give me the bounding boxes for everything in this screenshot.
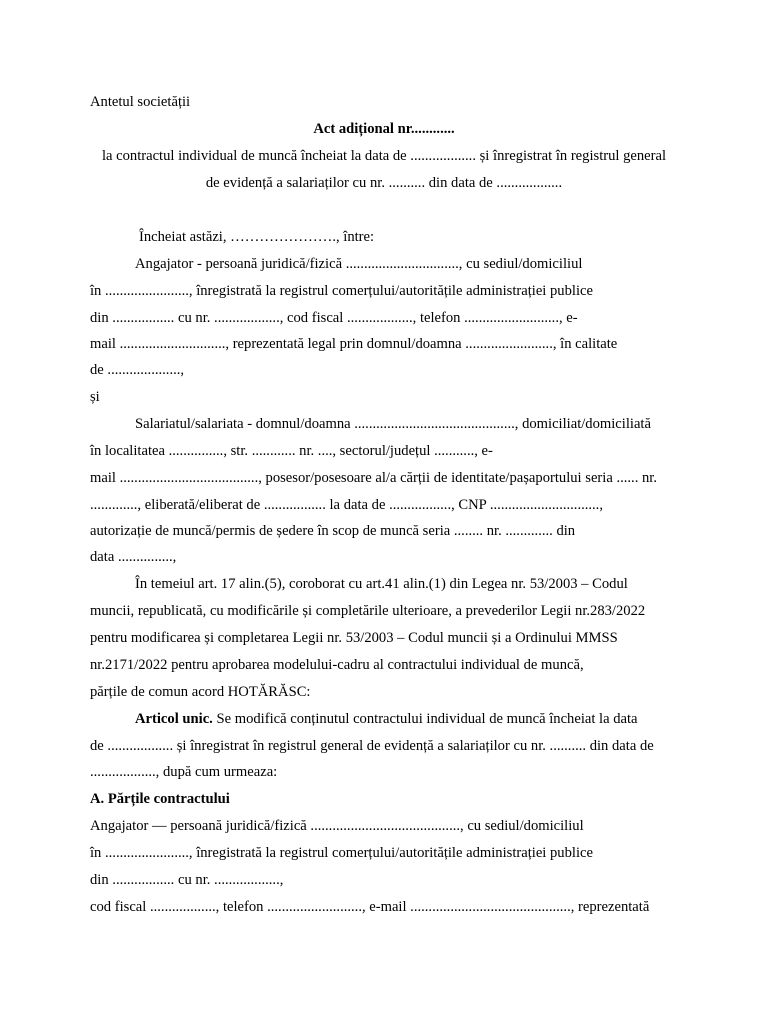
legal-basis-line-1: În temeiul art. 17 alin.(5), coroborat cu art.41 alin.(1) din Legea nr. 53/2003 – Codul bbox=[135, 576, 628, 592]
section-a-line-4: cod fiscal .................., telefon .........................., e-mail ............................................, reprezentată bbox=[90, 899, 650, 915]
concluded-today: Încheiat astăzi, …………………., între: bbox=[139, 229, 375, 245]
employee-line-3: mail ......................................, posesor/posesoare al/a cărții de identitate/pașaportului seria ...... nr. bbox=[90, 470, 657, 486]
letterhead: Antetul societății bbox=[90, 94, 191, 110]
section-a-heading bbox=[90, 790, 230, 808]
employer-line-3: din ................. cu nr. .................., cod fiscal .................., telefon .........................., e- bbox=[90, 310, 578, 326]
article-line-3: .................., după cum urmeaza: bbox=[90, 764, 278, 780]
document-title-text: Act adițional nr............ bbox=[313, 121, 455, 137]
legal-basis-line-5: părțile de comun acord HOTĂRĂSC: bbox=[90, 684, 311, 700]
employee-line-1: Salariatul/salariata - domnul/doamna ............................................, domiciliat/domiciliată bbox=[135, 416, 651, 432]
employer-line-2: în ......................., înregistrată la registrul comerțului/autoritățile administrației publice bbox=[90, 283, 593, 299]
subtitle-line-2: de evidență a salariaților cu nr. .......... din data de .................. bbox=[205, 175, 563, 191]
subtitle-line-1: la contractul individual de muncă încheiat la data de .................. și înregistrat în registrul general bbox=[101, 148, 667, 164]
employee-line-6: data ..............., bbox=[90, 549, 177, 565]
legal-basis-line-2: muncii, republicată, cu modificările și completările ulterioare, a prevederilor Legii nr.283/2022 bbox=[90, 603, 646, 619]
section-a-line-1: Angajator — persoană juridică/fizică ........................................., cu sediul/domiciliul bbox=[90, 818, 584, 834]
legal-basis-line-3: pentru modificarea și completarea Legii nr. 53/2003 – Codul muncii și a Ordinului MMSS bbox=[90, 630, 618, 646]
article-line-2: de .................. și înregistrat în registrul general de evidență a salariaților cu nr. .......... din data de bbox=[90, 738, 654, 754]
section-a-line-2: în ......................., înregistrată la registrul comerțului/autoritățile administrației publice bbox=[90, 845, 593, 861]
article-line-1 bbox=[135, 710, 638, 728]
article-text: Se modifică conținutul contractului individual de muncă încheiat la data bbox=[212, 711, 638, 727]
employee-line-4: ............., eliberată/eliberat de ................. la data de ................., CNP .............................., bbox=[90, 497, 603, 513]
employer-line-4: mail ............................., reprezentată legal prin domnul/doamna ........................, în calitate bbox=[90, 336, 618, 352]
employee-line-2: în localitatea ..............., str. ............ nr. ...., sectorul/județul ..........., e- bbox=[90, 443, 493, 459]
employer-line-1: Angajator - persoană juridică/fizică ..............................., cu sediul/domiciliul bbox=[135, 256, 583, 272]
document-title bbox=[0, 120, 768, 138]
employer-line-5: de ...................., bbox=[90, 362, 185, 378]
legal-basis-line-4: nr.2171/2022 pentru aprobarea modelului-cadru al contractului individual de muncă, bbox=[90, 657, 584, 673]
section-a-heading-text: A. Părțile contractului bbox=[90, 791, 230, 807]
section-a-line-3: din ................. cu nr. .................., bbox=[90, 872, 284, 888]
and-text: și bbox=[90, 389, 100, 405]
article-label: Articol unic. bbox=[135, 711, 213, 727]
employee-line-5: autorizație de muncă/permis de ședere în scop de muncă seria ........ nr. ............. din bbox=[90, 523, 576, 539]
